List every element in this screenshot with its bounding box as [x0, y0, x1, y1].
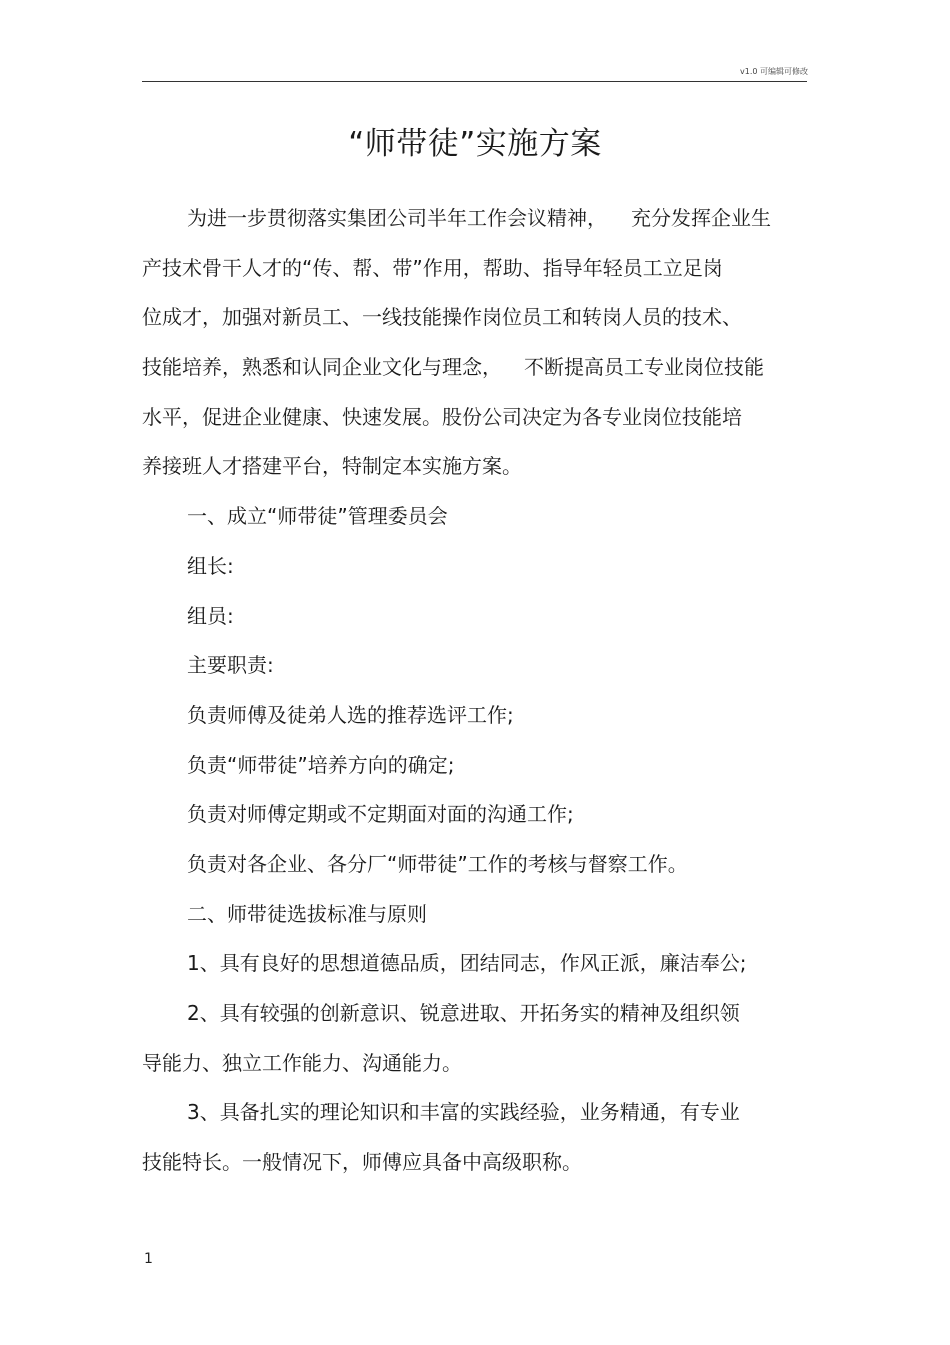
intro-line-6: 养接班人才搭建平台，特制定本实施方案。	[142, 454, 522, 479]
criteria-item-1: 1、具有良好的思想道德品质，团结同志，作风正派，廉洁奉公;	[187, 951, 747, 976]
intro-line-4b: 不断提高员工专业岗位技能	[524, 355, 764, 380]
document-body	[142, 194, 807, 1188]
header-divider	[142, 81, 807, 82]
duty-item-2: 负责“师带徒”培养方向的确定;	[187, 752, 455, 777]
duty-item-3: 负责对师傅定期或不定期面对面的沟通工作;	[187, 802, 574, 827]
intro-line-4a: 技能培养，熟悉和认同企业文化与理念，	[142, 355, 502, 380]
intro-line-1b: 充分发挥企业生	[631, 206, 771, 230]
criteria-item-2: 2、具有较强的创新意识、锐意进取、开拓务实的精神及组织领	[187, 1001, 740, 1025]
intro-line-3: 位成才，加强对新员工、一线技能操作岗位员工和转岗人员的技术、	[142, 305, 742, 330]
duty-item-1: 负责师傅及徒弟人选的推荐选评工作;	[187, 702, 514, 727]
intro-line-5: 水平，促进企业健康、快速发展。股份公司决定为各专业岗位技能培	[142, 404, 742, 429]
section2-heading: 二、师带徒选拔标准与原则	[187, 901, 427, 926]
duty-item-4: 负责对各企业、各分厂“师带徒”工作的考核与督察工作。	[187, 851, 688, 876]
section1-heading: 一、成立“师带徒”管理委员会	[187, 504, 448, 529]
criteria-item-2-cont: 导能力、独立工作能力、沟通能力。	[142, 1050, 462, 1075]
leader-label: 组长:	[187, 553, 234, 578]
intro-line-1	[142, 194, 807, 244]
member-label: 组员:	[187, 603, 234, 628]
header-version-note: v1.0 可编辑可修改	[740, 67, 808, 76]
intro-line-1a: 为进一步贯彻落实集团公司半年工作会议精神，	[187, 206, 607, 230]
intro-line-4	[142, 343, 807, 393]
criteria-item-3: 3、具备扎实的理论知识和丰富的实践经验，业务精通，有专业	[187, 1100, 740, 1125]
intro-line-2: 产技术骨干人才的“传、帮、带”作用，帮助、指导年轻员工立足岗	[142, 255, 723, 280]
duties-label: 主要职责:	[187, 653, 274, 678]
page-number: 1	[144, 1251, 153, 1267]
document-title: “师带徒”实施方案	[348, 126, 602, 162]
criteria-item-3-cont: 技能特长。一般情况下，师傅应具备中高级职称。	[142, 1150, 582, 1175]
